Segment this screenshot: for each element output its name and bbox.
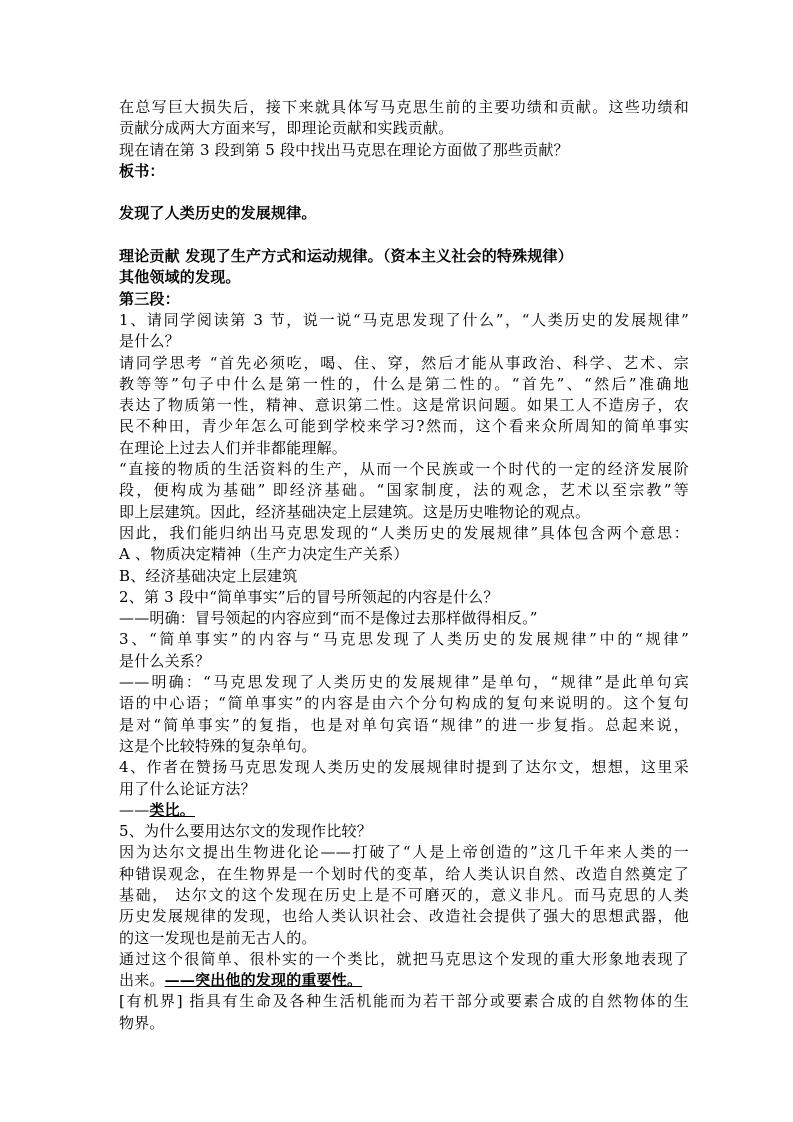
line-text: 用了什么论证方法？ [119,779,256,798]
text-line [119,416,689,437]
text-line [119,331,689,352]
text-line [119,651,689,672]
text-line [119,1013,689,1034]
text-line [119,587,689,608]
line-text: 板书： [119,161,165,180]
line-text: 是对“简单事实”的复指，也是对单句宾语“规律”的进一步复指。总起来说， [119,715,689,734]
line-prefix: 出来。 [119,971,165,990]
line-text: 即上层建筑。因此，经济基础决定上层建筑。这是历史唯物论的观点。 [119,502,591,521]
line-text: 因为达尔文提出生物进化论——打破了“人是上帝创造的”这几千年来人类的一 [119,843,689,862]
text-line [119,353,689,374]
text-line [119,800,689,821]
text-line [119,566,689,587]
line-text: 历史发展规律的发现，也给人类认识社会、改造社会提供了强大的思想武器，他 [119,907,689,926]
text-line [119,842,689,863]
emphasis-text: ——突出他的发现的重要性。 [164,971,363,990]
line-text: 种错误观念，在生物界是一个划时代的变革，给人类认识自然、改造自然奠定了 [119,864,689,883]
text-line [119,161,689,182]
line-text: B、经济基础决定上层建筑 [119,566,298,585]
line-text: 发现了人类历史的发展规律。 [119,204,317,223]
line-text: 的这一发现也是前无古人的。 [119,928,317,947]
text-line [119,906,689,927]
text-line [119,395,689,416]
text-line [119,928,689,949]
text-line [119,672,689,693]
line-text: 在理论上过去人们并非都能理解。 [119,438,348,457]
text-line [119,203,689,224]
blank-line [119,182,689,203]
text-line [119,970,689,991]
blank-line [119,225,689,246]
line-text: 语的中心语；“简单事实”的内容是由六个分句构成的复句来说明的。这个复句 [119,694,689,713]
line-text: 4、作者在赞扬马克思发现人类历史的发展规律时提到了达尔文，想想，这里采 [119,758,689,777]
line-text: 现在请在第 3 段到第 5 段中找出马克思在理论方面做了那些贡献？ [119,140,569,159]
text-line [119,97,689,118]
text-line [119,864,689,885]
emphasis-text: 类比。 [149,800,196,819]
text-line [119,374,689,395]
line-text: 在总写巨大损失后，接下来就具体写马克思生前的主要功绩和贡献。这些功绩和 [119,98,689,116]
text-line [119,757,689,778]
text-line [119,140,689,161]
line-text: “直接的物质的生活资料的生产，从而一个民族或一个时代的一定的经济发展阶 [119,460,689,479]
line-text: 段，便构成为基础” 即经济基础。“国家制度，法的观念，艺术以至宗教”等 [119,481,689,500]
text-line [119,267,689,288]
line-text: 3、“简单事实”的内容与“马克思发现了人类历史的发展规律”中的“规律” [119,630,689,649]
text-line [119,693,689,714]
line-text: 因此，我们能归纳出马克思发现的“人类历史的发展规律”具体包含两个意思： [119,523,689,542]
line-text: 通过这个很简单、很朴实的一个类比，就把马克思这个发现的重大形象地表现了 [119,949,689,968]
line-text: 表达了物质第一性，精神、意识第二性。这是常识问题。如果工人不造房子，农 [119,396,689,415]
text-line [119,736,689,757]
line-text: 这是个比较特殊的复杂单句。 [119,736,317,755]
line-text: 第三段： [119,289,180,308]
line-text: A 、物质决定精神（生产力决定生产关系） [119,545,409,564]
line-text: 请同学思考 “首先必须吃，喝、住、穿，然后才能从事政治、科学、艺术、宗 [119,353,689,372]
text-line [119,608,689,629]
line-text: 基础， 达尔文的这个发现在历史上是不可磨灭的，意义非凡。而马克思的人类 [119,885,689,904]
text-line [119,502,689,523]
text-line [119,289,689,310]
line-text: 5、为什么要用达尔文的发现作比较？ [119,822,372,841]
text-line [119,629,689,650]
line-text: 贡献分成两大方面来写，即理论贡献和实践贡献。 [119,119,454,138]
text-line [119,991,689,1012]
line-text: 理论贡献 发现了生产方式和运动规律。（资本主义社会的特殊规律） [119,247,573,266]
text-line [119,118,689,139]
line-prefix: —— [119,800,150,819]
text-line [119,310,689,331]
line-text: 物界。 [119,1013,165,1032]
line-text: ——明确：“马克思发现了人类历史的发展规律”是单句，“规律”是此单句宾 [119,673,689,692]
text-line [119,544,689,565]
text-line [119,779,689,800]
document-body [119,97,689,1034]
text-line [119,246,689,267]
text-line [119,438,689,459]
line-text: 是什么？ [119,332,180,351]
line-text: 2、第 3 段中“简单事实”后的冒号所领起的内容是什么？ [119,587,499,606]
line-text: 民不种田，青少年怎么可能到学校来学习?然而，这个看来众所周知的简单事实 [119,417,689,436]
line-text: 教等等”句子中什么是第一性的，什么是第二性的。“首先”、“然后”准确地 [119,374,689,393]
text-line [119,480,689,501]
text-line [119,715,689,736]
text-line [119,949,689,970]
text-line [119,523,689,544]
line-text: 是什么关系？ [119,651,211,670]
text-line [119,821,689,842]
text-line [119,885,689,906]
line-text: 其他领域的发现。 [119,268,241,287]
text-line [119,459,689,480]
line-text: ——明确：冒号领起的内容应到“而不是像过去那样做得相反。” [119,609,538,628]
line-text: [有机界] 指具有生命及各种生活机能而为若干部分或要素合成的自然物体的生 [119,992,689,1011]
line-text: 1、请同学阅读第 3 节，说一说“马克思发现了什么”，“人类历史的发展规律” [119,310,689,329]
